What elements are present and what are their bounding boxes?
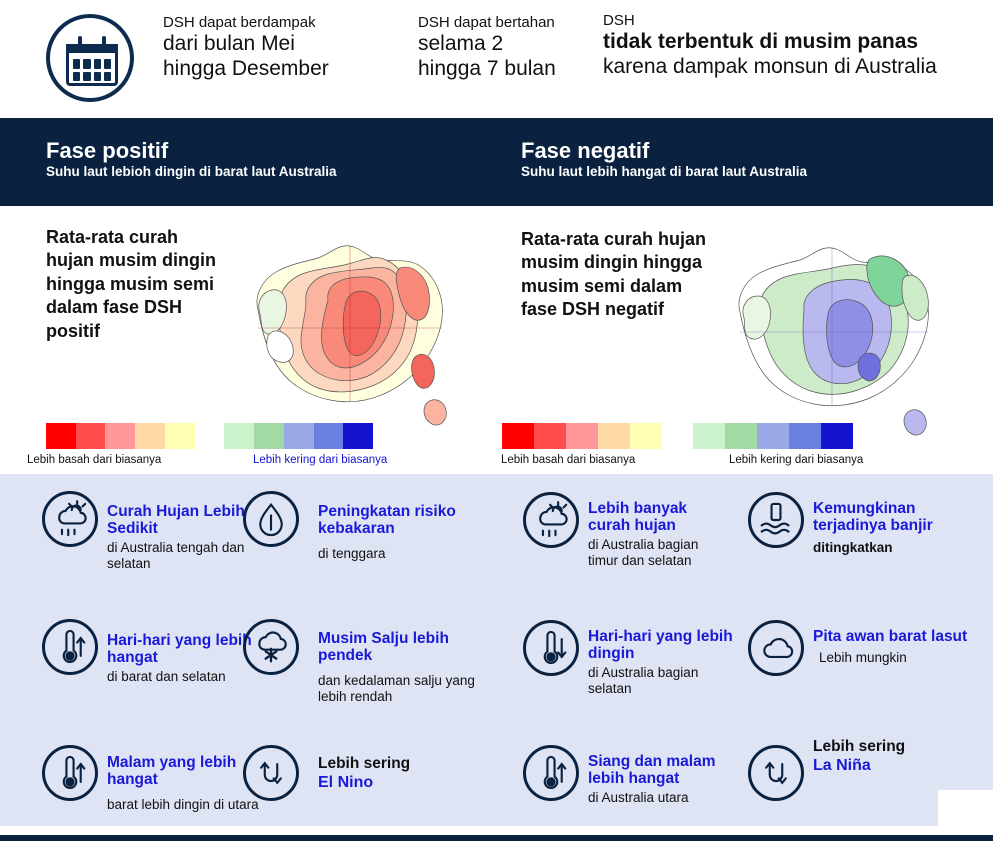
rain-cloud-icon (523, 492, 579, 548)
fact-negative-6-sub: La Niña (813, 757, 871, 775)
fact-negative-3-sub: di Australia bagian selatan (588, 664, 699, 696)
fact-negative-4 (813, 628, 973, 666)
positive-phase-subtitle: Suhu laut lebioh dingin di barat laut Australia (46, 164, 337, 179)
rainfall-color-scale-positive (46, 423, 373, 449)
fact-positive-6 (318, 755, 478, 793)
top-fact-1-small: DSH dapat berdampak (163, 14, 316, 31)
top-fact-3-line2: karena dampak monsun di Australia (603, 55, 937, 79)
fact-positive-3-head: Hari-hari yang lebih hangat (107, 632, 252, 667)
negative-map-heading: Rata-rata curah hujan musim dingin hingga musim semi dalam fase DSH negatif (521, 229, 707, 320)
negative-phase-title: Fase negatif (521, 138, 650, 163)
negative-phase-subtitle: Suhu laut lebih hangat di barat laut Australia (521, 164, 808, 179)
fact-negative-5-head: Siang dan malam lebih hangat (588, 753, 716, 788)
snow-cloud-icon (243, 619, 299, 675)
fact-positive-5 (107, 754, 262, 813)
fact-negative-1-sub: di Australia bagian timur dan selatan (588, 536, 699, 568)
top-fact-2-line1: selama 2 (418, 32, 504, 56)
fact-negative-3-head: Hari-hari yang lebih dingin (588, 628, 733, 663)
top-fact-2-line2: hingga 7 bulan (418, 57, 556, 81)
top-fact-2-small: DSH dapat bertahan (418, 14, 555, 31)
fact-positive-2-sub: di tenggara (318, 545, 386, 561)
fact-negative-6-head: Lebih sering (813, 738, 906, 755)
top-fact-1-line1: dari bulan Mei (163, 32, 295, 56)
top-fact-1-line2: hingga Desember (163, 57, 329, 81)
thermometer-down-icon (523, 620, 579, 676)
enso-cycle-icon (243, 745, 299, 801)
top-fact-summer (603, 12, 937, 80)
fact-positive-3 (107, 632, 257, 685)
fact-positive-1 (107, 503, 252, 572)
flame-drop-icon (243, 491, 299, 547)
fact-negative-5-sub: di Australia utara (588, 789, 689, 805)
fact-negative-1 (588, 500, 728, 569)
top-bar (0, 0, 993, 118)
top-fact-persistence (418, 14, 556, 82)
fact-negative-2-head: Kemungkinan terjadinya banjir (813, 500, 933, 535)
fact-positive-4-sub: dan kedalaman salju yang lebih rendah (318, 672, 475, 704)
fact-positive-1-head: Curah Hujan Lebih Sedikit (107, 503, 245, 538)
top-fact-3-bold: tidak terbentuk di musim panas (603, 30, 919, 54)
fact-positive-2 (318, 503, 488, 562)
fact-negative-5 (588, 753, 743, 806)
top-fact-duration-months (163, 14, 329, 82)
scale-label-wetter-negative: Lebih basah dari biasanya (501, 454, 636, 466)
positive-phase-title: Fase positif (46, 138, 169, 163)
fact-negative-3 (588, 628, 738, 697)
thermometer-up-icon (42, 745, 98, 801)
fact-negative-4-head: Pita awan barat lasut (813, 628, 968, 645)
fact-negative-2-sub: ditingkatkan (813, 539, 893, 555)
thermometer-up-icon (42, 619, 98, 675)
white-patch-bottom (0, 826, 993, 835)
fact-positive-4-head: Musim Salju lebih pendek (318, 630, 449, 665)
top-fact-3-small: DSH (603, 12, 635, 29)
australia-rainfall-map-negative (700, 218, 968, 446)
fact-positive-4 (318, 630, 486, 705)
rainfall-color-scale-negative (502, 423, 853, 449)
fact-positive-6-head: Lebih sering (318, 755, 411, 772)
fact-negative-2 (813, 500, 978, 556)
calendar-icon (46, 14, 134, 102)
fact-negative-6 (813, 738, 973, 776)
fact-positive-5-sub: barat lebih dingin di utara (107, 796, 259, 812)
fact-positive-1-sub: di Australia tengah dan selatan (107, 539, 245, 571)
fact-positive-3-sub: di barat dan selatan (107, 668, 226, 684)
bottom-edge-bar (0, 835, 993, 841)
flood-gauge-icon (748, 492, 804, 548)
cloud-icon (748, 620, 804, 676)
scale-label-drier-negative: Lebih kering dari biasanya (729, 454, 864, 466)
thermometer-up-icon (523, 745, 579, 801)
scale-label-wetter-positive: Lebih basah dari biasanya (27, 454, 162, 466)
fact-negative-1-head: Lebih banyak curah hujan (588, 500, 688, 535)
rain-cloud-icon (42, 491, 98, 547)
positive-map-heading: Rata-rata curah hujan musim dingin hingga musim semi dalam fase DSH positif (46, 227, 216, 341)
australia-rainfall-map-positive (218, 218, 478, 438)
fact-negative-4-sub: Lebih mungkin (819, 650, 907, 666)
fact-positive-6-sub: El Nino (318, 774, 374, 792)
fact-positive-2-head: Peningkatan risiko kebakaran (318, 503, 456, 538)
enso-cycle-icon (748, 745, 804, 801)
fact-positive-5-head: Malam yang lebih hangat (107, 754, 237, 789)
scale-label-drier-positive: Lebih kering dari biasanya (253, 454, 388, 466)
